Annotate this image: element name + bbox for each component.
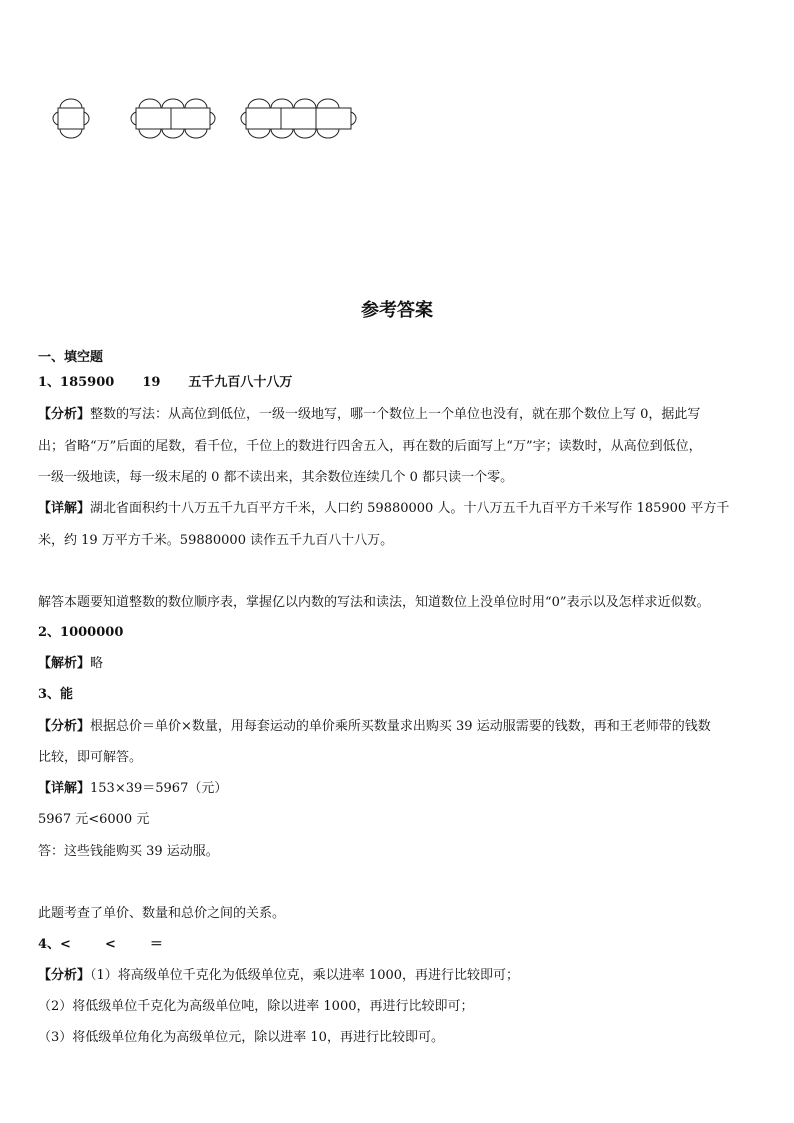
- q1-analysis-text-1: 整数的写法：从高位到低位，一级一级地写，哪一个数位上一个单位也没有，就在那个数位上写 0，据此写: [90, 407, 701, 422]
- tables-chairs-figure: [38, 92, 368, 146]
- q3-answer-line: [38, 685, 758, 705]
- q1-summary: 解答本题要知道整数的数位顺序表，掌握亿以内数的写法和读法，知道数位上没单位时用“0”表示以及怎样求近似数。: [38, 595, 710, 610]
- q1-answer-1: 185900: [60, 375, 115, 390]
- q2-number: 2、: [38, 625, 61, 640]
- q1-detail-tag: 【详解】: [38, 501, 91, 516]
- q4-answer-2: <: [104, 937, 116, 952]
- q1-detail-text-1: 湖北省面积约十八万五千九百平方千米，人口约 59880000 人。十八万五千九百平方千米写作 185900 平方千: [90, 501, 730, 516]
- q1-detail-line-1: [38, 499, 758, 519]
- q1-analysis-line-3: 一级一级地读，每一级末尾的 0 都不读出来，其余数位连续几个 0 都只读一个零。: [38, 470, 514, 485]
- q3-number: 3、: [38, 687, 61, 702]
- q3-answer: 能: [60, 687, 74, 702]
- q2-answer: 1000000: [60, 625, 124, 640]
- q4-answer-3: ＝: [149, 937, 163, 952]
- q3-compare: 5967 元<6000 元: [38, 812, 150, 827]
- q1-analysis-line-1: [38, 405, 758, 425]
- answer-title: 参考答案: [361, 300, 433, 321]
- q1-answer-2: 19: [142, 375, 161, 390]
- q2-explain-tag: 【解析】: [38, 656, 91, 671]
- q1-detail-line-2: 米，约 19 万平方千米。59880000 读作五千九百八十八万。: [38, 533, 394, 548]
- q3-detail-tag: 【详解】: [38, 781, 91, 796]
- one-table-arrangement: [53, 99, 89, 138]
- q4-analysis-line-2: （2）将低级单位千克化为高级单位吨，除以进率 1000，再进行比较即可；: [38, 999, 474, 1014]
- q3-analysis-line-1: [38, 717, 758, 737]
- q2-explain-line: [38, 654, 758, 674]
- q2-answer-line: [38, 623, 758, 643]
- two-tables-arrangement: [131, 99, 215, 138]
- q4-answer-1: <: [60, 937, 71, 952]
- q4-analysis-tag: 【分析】: [38, 968, 91, 983]
- q1-number: 1、: [38, 375, 61, 390]
- q3-detail-line: [38, 779, 758, 799]
- section-heading: 一、填空题: [38, 350, 104, 365]
- q4-answer-line: [38, 935, 758, 955]
- three-tables-arrangement: [241, 99, 356, 138]
- q2-explain-text: 略: [90, 656, 104, 671]
- q1-answer-3: 五千九百八十八万: [188, 375, 293, 390]
- q3-analysis-tag: 【分析】: [38, 719, 91, 734]
- q3-analysis-line-2: 比较，即可解答。: [38, 750, 143, 765]
- q4-number: 4、: [38, 937, 61, 952]
- q1-analysis-line-2: 出；省略“万”后面的尾数，看千位，千位上的数进行四舍五入，再在数的后面写上“万”字；读数时，从高位到低位，: [38, 439, 702, 454]
- q1-analysis-tag: 【分析】: [38, 407, 91, 422]
- q3-analysis-text-1: 根据总价＝单价×数量，用每套运动的单价乘所买数量求出购买 39 运动服需要的钱数，再和王老师带的钱数: [90, 719, 711, 734]
- q4-analysis-line-1: [38, 966, 758, 986]
- q3-detail-text: 153×39＝5967（元）: [90, 781, 228, 796]
- q1-answer-line: [38, 373, 758, 393]
- q3-summary: 此题考查了单价、数量和总价之间的关系。: [38, 906, 286, 921]
- q4-analysis-text-1: （1）将高级单位千克化为低级单位克，乘以进率 1000，再进行比较即可；: [90, 968, 520, 983]
- q4-analysis-line-3: （3）将低级单位角化为高级单位元，除以进率 10，再进行比较即可。: [38, 1030, 444, 1045]
- q3-conclusion: 答：这些钱能购买 39 运动服。: [38, 844, 219, 859]
